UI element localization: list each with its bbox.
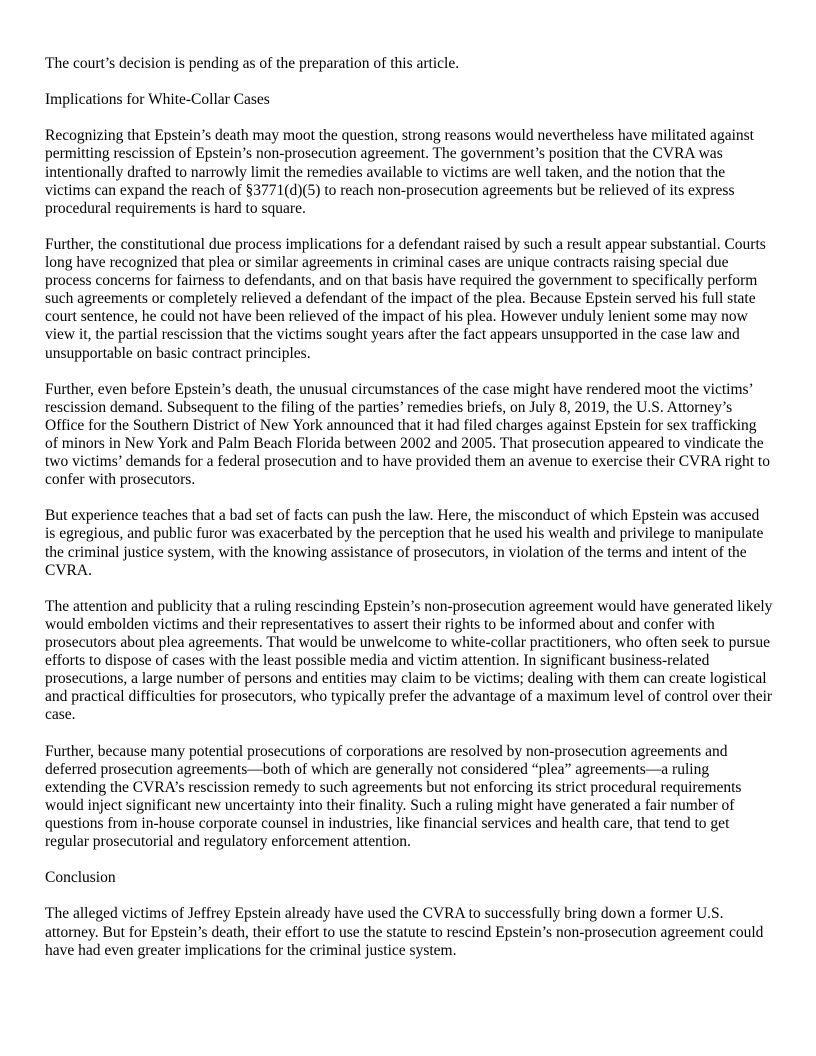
section-heading-implications: Implications for White-Collar Cases — [45, 91, 270, 109]
document-page — [45, 55, 773, 978]
paragraph-corporate-prosecutions: Further, because many potential prosecutions of corporations are resolved by non-prosecution agreements and deferred prosecution agreements—both of which are generally not considered “plea” agreements—a ruling extending the CVRA’s rescission remedy to such agreements but not enforcing its strict procedural requirements would inject significant new uncertainty into their finality. Such a ruling might have generated a fair number of questions from in-house corporate counsel in industries, like financial services and health care, that tend to get regular prosecutorial and regulatory enforcement attention. — [45, 742, 742, 851]
paragraph-rescission-reasons: Recognizing that Epstein’s death may moot the question, strong reasons would nevertheless have militated against permitting rescission of Epstein’s non-prosecution agreement. The government’s position that the CVRA was intentionally drafted to narrowly limit the remedies available to victims are well taken, and the notion that the victims can expand the reach of §3771(d)(5) to reach non-prosecution agreements but be relieved of its express procedural requirements is hard to square. — [45, 127, 754, 217]
paragraph-bad-facts: But experience teaches that a bad set of facts can push the law. Here, the misconduct of which Epstein was accused is egregious, and public furor was exacerbated by the perception that he used his wealth and privilege to manipulate the criminal justice system, with the knowing assistance of prosecutors, in violation of the terms and intent of the CVRA. — [45, 507, 764, 579]
paragraph-court-decision-pending: The court’s decision is pending as of the preparation of this article. — [45, 55, 460, 72]
paragraph-attention-publicity: The attention and publicity that a ruling rescinding Epstein’s non-prosecution agreement would have generated likely would embolden victims and their representatives to assert their rights to be informed about and confer with prosecutors about plea agreements. That would be unwelcome to white-collar practitioners, who often seek to pursue efforts to dispose of cases with the least possible media and victim attention. In significant business-related prosecutions, a large number of persons and entities may claim to be victims; dealing with them can create logistical and practical difficulties for prosecutors, who typically prefer the advantage of a maximum level of control over their case. — [45, 597, 773, 724]
paragraph-unusual-circumstances: Further, even before Epstein’s death, the unusual circumstances of the case might have rendered moot the victims’ rescission demand. Subsequent to the filing of the parties’ remedies briefs, on July 8, 2019, the U.S. Attorney’s Office for the Southern District of New York announced that it had filed charges against Epstein for sex trafficking of minors in New York and Palm Beach Florida between 2002 and 2005. That prosecution appeared to vindicate the two victims’ demands for a federal prosecution and to have provided them an avenue to exercise their CVRA right to confer with prosecutors. — [45, 380, 770, 489]
paragraph-due-process: Further, the constitutional due process implications for a defendant raised by such a result appear substantial. Courts long have recognized that plea or similar agreements in criminal cases are unique contracts raising special due process concerns for fairness to defendants, and on that basis have required the government to specifically perform such agreements or completely relieved a defendant of the impact of the plea. Because Epstein served his full state court sentence, he could not have been relieved of the impact of his plea. However unduly lenient some may now view it, the partial rescission that the victims sought years after the fact appears unsupported in the case law and unsupportable on basic contract principles. — [45, 235, 766, 362]
section-heading-conclusion: Conclusion — [45, 869, 116, 887]
paragraph-conclusion: The alleged victims of Jeffrey Epstein already have used the CVRA to successfully bring down a former U.S. attorney. But for Epstein’s death, their effort to use the statute to rescind Epstein’s non-prosecution agreement could have had even greater implications for the criminal justice system. — [45, 905, 764, 959]
